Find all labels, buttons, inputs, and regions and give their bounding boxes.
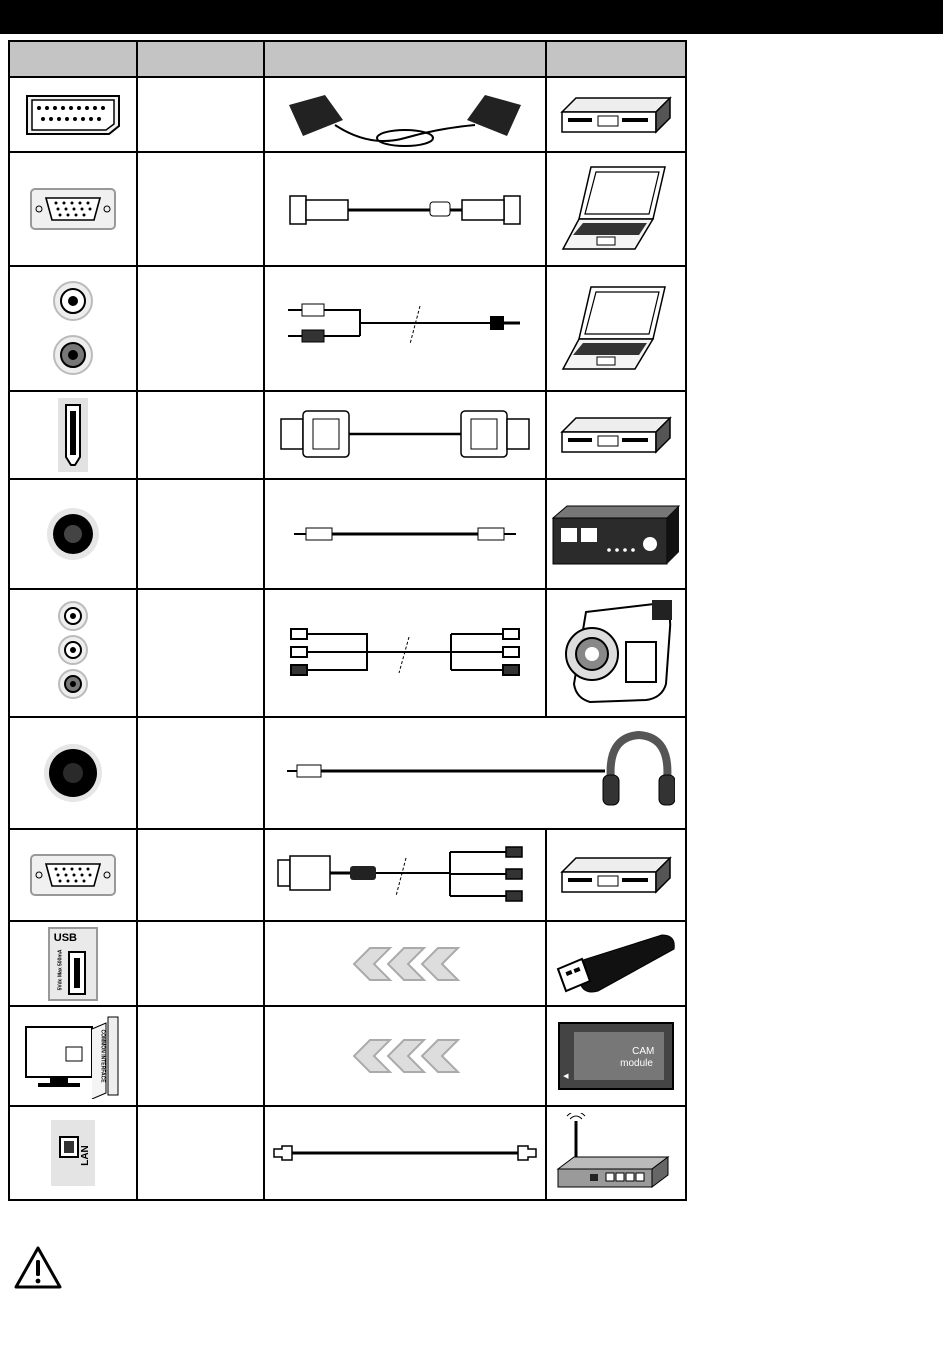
lan-socket-icon bbox=[9, 1106, 137, 1200]
usb-stick-icon bbox=[546, 921, 686, 1006]
vga-to-component-cable-icon bbox=[264, 829, 546, 921]
row-type-cell bbox=[137, 717, 265, 829]
table-row bbox=[9, 829, 686, 921]
header-cables bbox=[264, 41, 546, 77]
ci-slot-icon bbox=[9, 1006, 137, 1106]
audio-rca-sockets-icon bbox=[9, 266, 137, 391]
row-type-cell bbox=[137, 266, 265, 391]
camcorder-icon bbox=[546, 589, 686, 717]
connections-table bbox=[8, 40, 687, 1201]
insert-arrows-icon bbox=[264, 921, 546, 1006]
usb-socket-icon bbox=[9, 921, 137, 1006]
usb-label: USB bbox=[53, 931, 77, 944]
laptop-icon bbox=[546, 266, 686, 391]
row-type-cell bbox=[137, 479, 265, 589]
row-type-cell bbox=[137, 391, 265, 479]
warning-triangle-icon bbox=[13, 1245, 63, 1290]
section-title-bar bbox=[0, 0, 943, 34]
dvd-recorder-icon bbox=[546, 391, 686, 479]
headphone-cable-icon bbox=[264, 717, 686, 829]
ci-label: COMMON INTERFACE bbox=[99, 1029, 106, 1083]
header-type bbox=[137, 41, 265, 77]
table-header-row bbox=[9, 41, 686, 77]
table-row bbox=[9, 717, 686, 829]
insert-arrows-icon bbox=[264, 1006, 546, 1106]
laptop-icon bbox=[546, 152, 686, 266]
vga-socket-icon bbox=[9, 152, 137, 266]
lan-port bbox=[59, 1136, 79, 1158]
table-row bbox=[9, 1106, 686, 1200]
vga-socket-icon bbox=[9, 829, 137, 921]
table-row bbox=[9, 479, 686, 589]
scart-socket-icon bbox=[9, 77, 137, 152]
lan-label: LAN bbox=[79, 1145, 91, 1166]
hdmi-socket-icon bbox=[9, 391, 137, 479]
cam-arrow-icon: ◀ bbox=[563, 1073, 569, 1080]
dvd-recorder-icon bbox=[546, 77, 686, 152]
headphone-socket-icon bbox=[9, 717, 137, 829]
av-cable-icon bbox=[264, 589, 546, 717]
row-type-cell bbox=[137, 829, 265, 921]
row-type-cell bbox=[137, 77, 265, 152]
table-row bbox=[9, 589, 686, 717]
rca-to-jack-cable-icon bbox=[264, 266, 546, 391]
row-type-cell bbox=[137, 1006, 265, 1106]
row-type-cell bbox=[137, 589, 265, 717]
dvd-recorder-icon bbox=[546, 829, 686, 921]
spdif-socket-icon bbox=[9, 479, 137, 589]
ethernet-cable-icon bbox=[264, 1106, 546, 1200]
table-row bbox=[9, 921, 686, 1006]
usb-rating-label: 5Vdc Max 500mA bbox=[57, 949, 64, 990]
table-row bbox=[9, 1006, 686, 1106]
amplifier-icon bbox=[546, 479, 686, 589]
cam-module-icon bbox=[546, 1006, 686, 1106]
coaxial-cable-icon bbox=[264, 479, 546, 589]
scart-cable-icon bbox=[264, 77, 546, 152]
row-type-cell bbox=[137, 921, 265, 1006]
hdmi-cable-icon bbox=[264, 391, 546, 479]
table-row bbox=[9, 266, 686, 391]
row-type-cell bbox=[137, 152, 265, 266]
usb-port bbox=[68, 951, 86, 995]
header-device bbox=[546, 41, 686, 77]
row-type-cell bbox=[137, 1106, 265, 1200]
cam-label-line1: CAM bbox=[632, 1046, 655, 1057]
header-connector bbox=[9, 41, 137, 77]
router-icon bbox=[546, 1106, 686, 1200]
av-sockets-icon bbox=[9, 589, 137, 717]
vga-cable-icon bbox=[264, 152, 546, 266]
table-row bbox=[9, 77, 686, 152]
cam-label-line2: module bbox=[620, 1058, 653, 1069]
table-row bbox=[9, 152, 686, 266]
table-row bbox=[9, 391, 686, 479]
